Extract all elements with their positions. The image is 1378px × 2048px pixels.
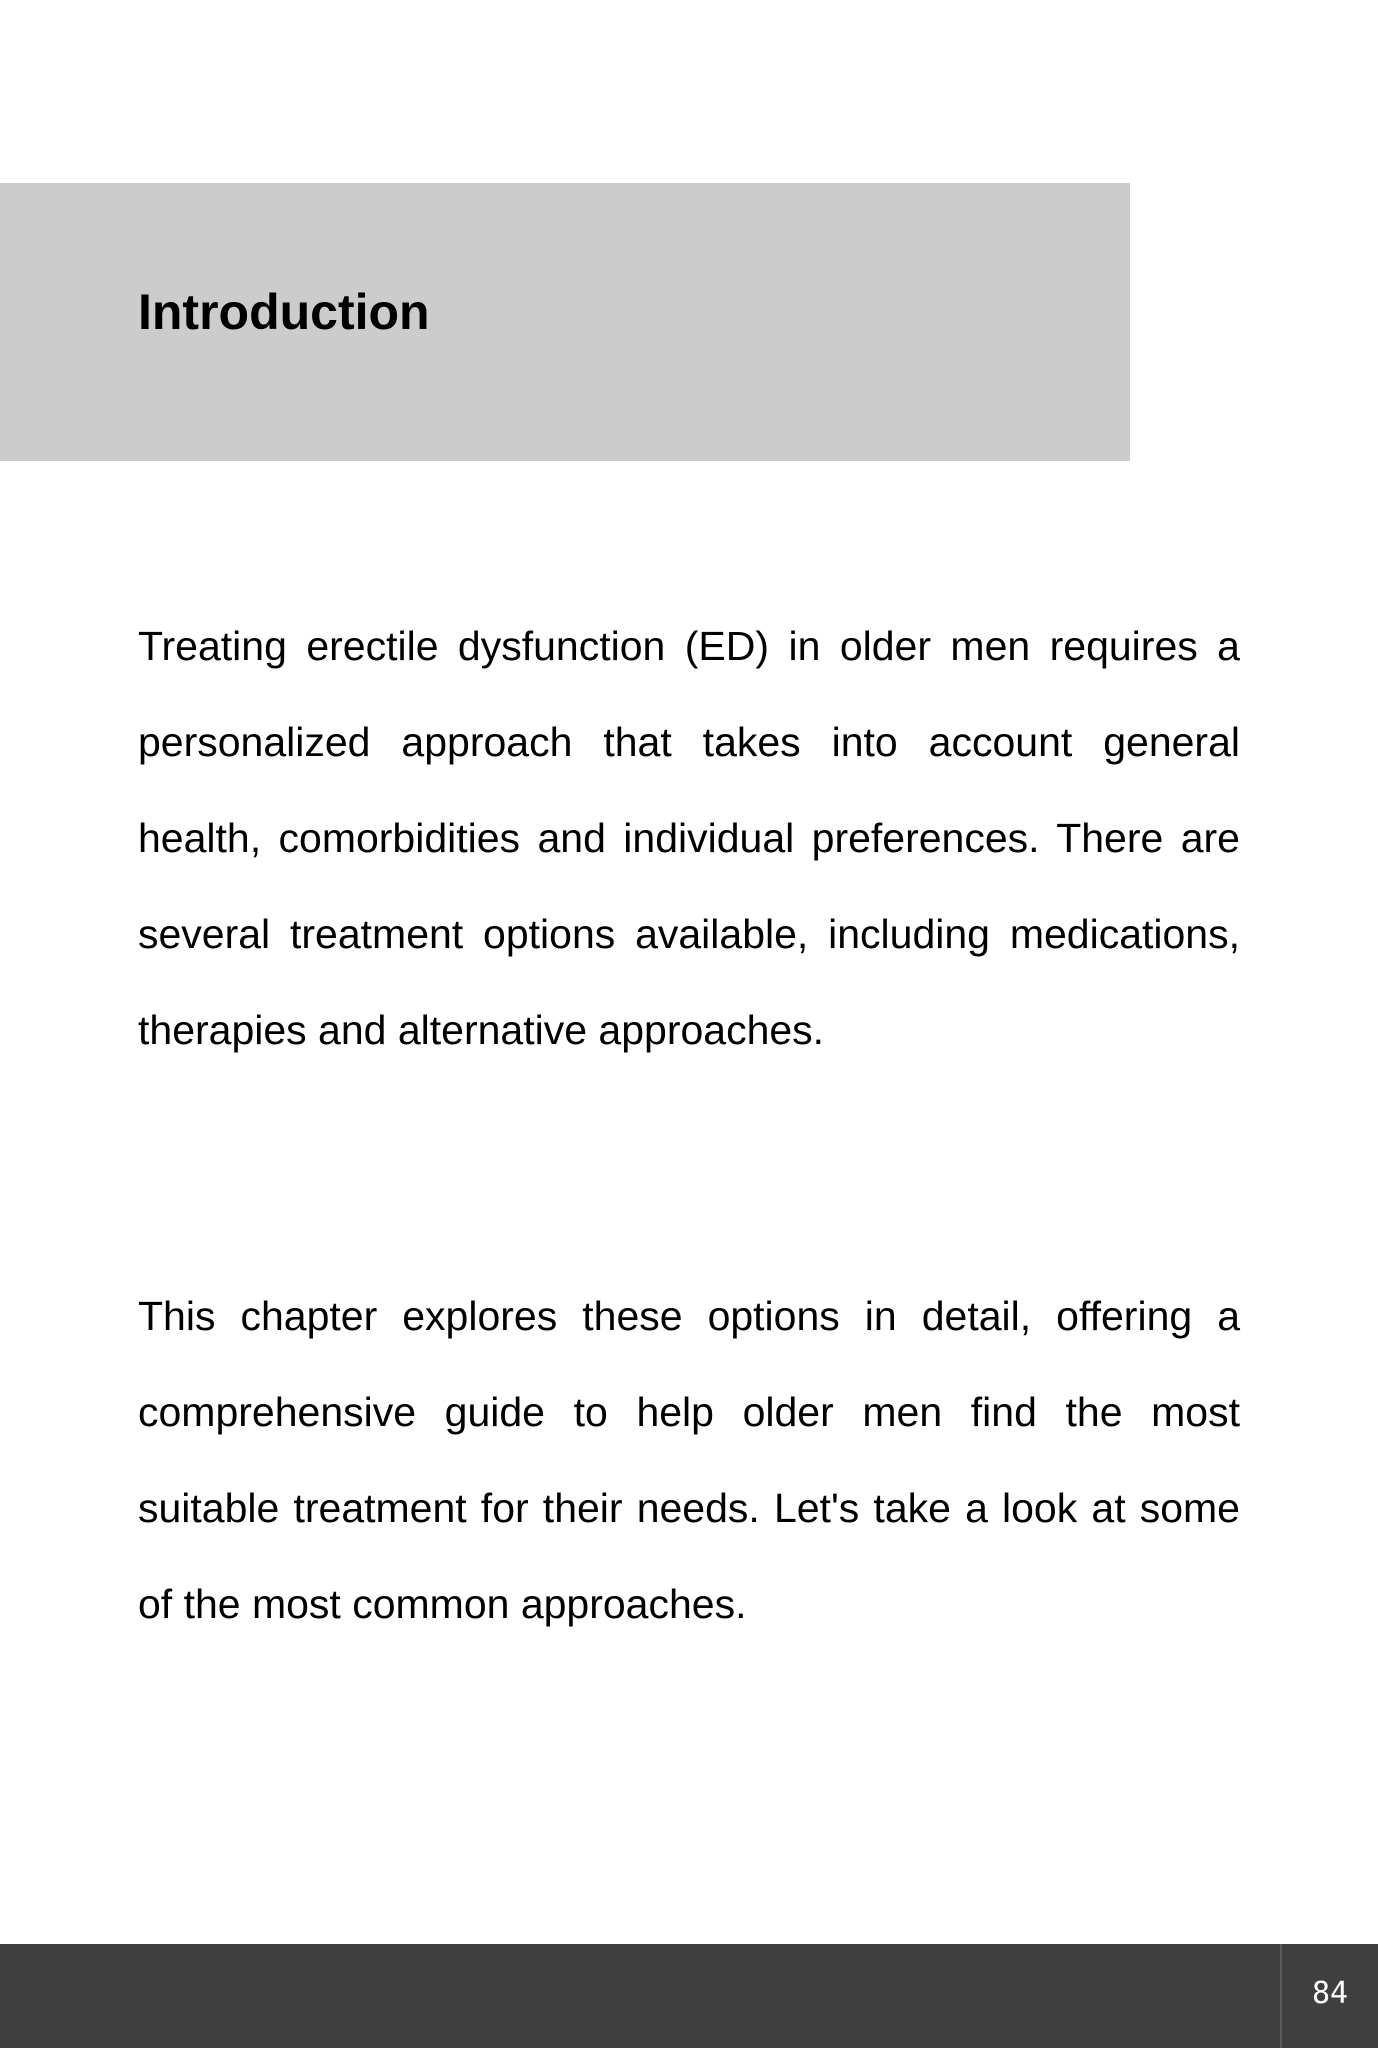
- page-footer: [0, 1944, 1378, 2048]
- page-number: 84: [1311, 1976, 1349, 2011]
- section-title: Introduction: [138, 284, 430, 340]
- body-paragraph: This chapter explores these options in detail, offering a comprehensive guide to help older men find the most suitable treatment for their needs. Let's take a look at some of the most common approaches.: [138, 1293, 1240, 1627]
- body-paragraph: Treating erectile dysfunction (ED) in older men requires a personalized approach that takes into account general health, comorbidities and individual preferences. There are several treatment options available, including medications, therapies and alternative approaches.: [138, 623, 1240, 1053]
- page-number-box: [1280, 1944, 1378, 2048]
